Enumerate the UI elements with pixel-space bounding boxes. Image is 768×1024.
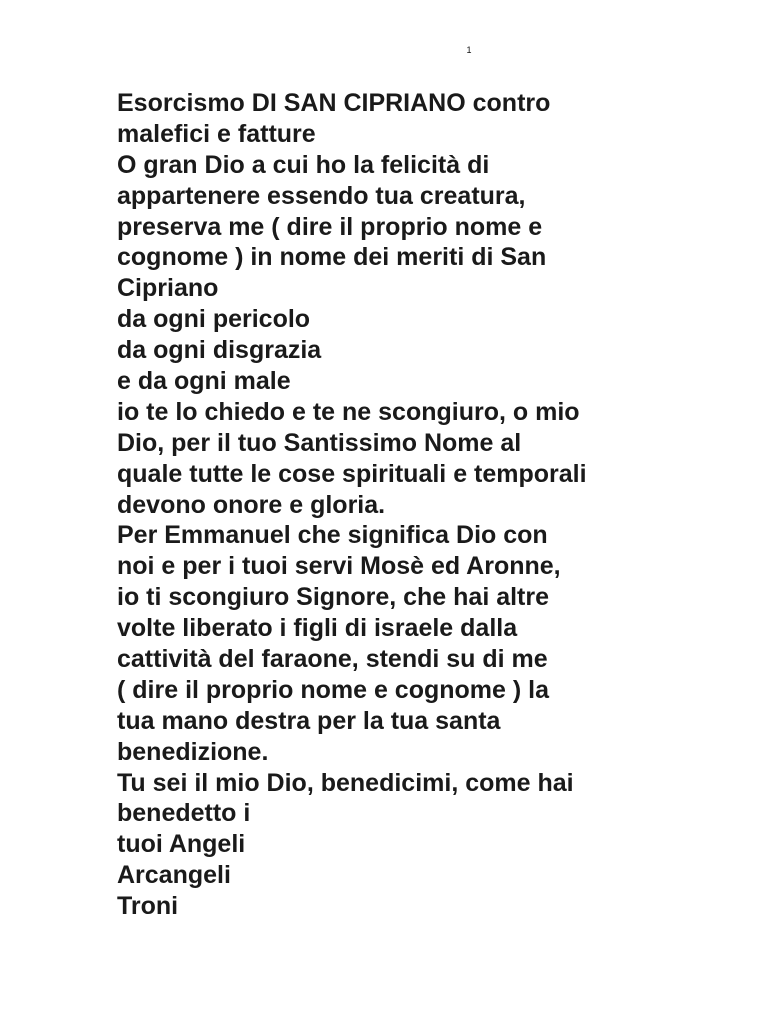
text-line: Dio, per il tuo Santissimo Nome al	[117, 428, 522, 457]
text-line: tua mano destra per la tua santa	[117, 706, 501, 735]
text-line: devono onore e gloria.	[117, 490, 386, 519]
text-line: io te lo chiedo e te ne scongiuro, o mio	[117, 397, 580, 426]
text-line: tuoi Angeli	[117, 830, 246, 859]
text-line: e da ogni male	[117, 367, 291, 396]
text-line: Tu sei il mio Dio, benedicimi, come hai	[117, 768, 574, 797]
text-line: cognome ) in nome dei meriti di San	[117, 243, 547, 272]
text-line: da ogni pericolo	[117, 305, 311, 334]
prayer-text	[117, 88, 757, 922]
text-line: benedetto i	[117, 799, 251, 828]
text-line: cattività del faraone, stendi su di me	[117, 645, 548, 674]
text-line: noi e per i tuoi servi Mosè ed Aronne,	[117, 552, 561, 581]
text-line: malefici e fatture	[117, 119, 316, 148]
text-line: da ogni disgrazia	[117, 336, 322, 365]
text-line: appartenere essendo tua creatura,	[117, 181, 526, 210]
page-number: 1	[466, 45, 472, 55]
text-line: Esorcismo DI SAN CIPRIANO contro	[117, 89, 551, 117]
text-line: io ti scongiuro Signore, che hai altre	[117, 583, 550, 612]
text-line: benedizione.	[117, 737, 269, 766]
text-line: Arcangeli	[117, 861, 231, 890]
text-line: quale tutte le cose spirituali e temporali	[117, 459, 587, 488]
text-line: Troni	[117, 892, 179, 921]
text-line: Cipriano	[117, 274, 219, 303]
text-line: preserva me ( dire il proprio nome e	[117, 212, 543, 241]
text-line: volte liberato i figli di israele dalla	[117, 614, 518, 643]
text-line: O gran Dio a cui ho la felicità di	[117, 150, 490, 179]
text-line: ( dire il proprio nome e cognome ) la	[117, 675, 549, 704]
text-line: Per Emmanuel che significa Dio con	[117, 521, 548, 550]
